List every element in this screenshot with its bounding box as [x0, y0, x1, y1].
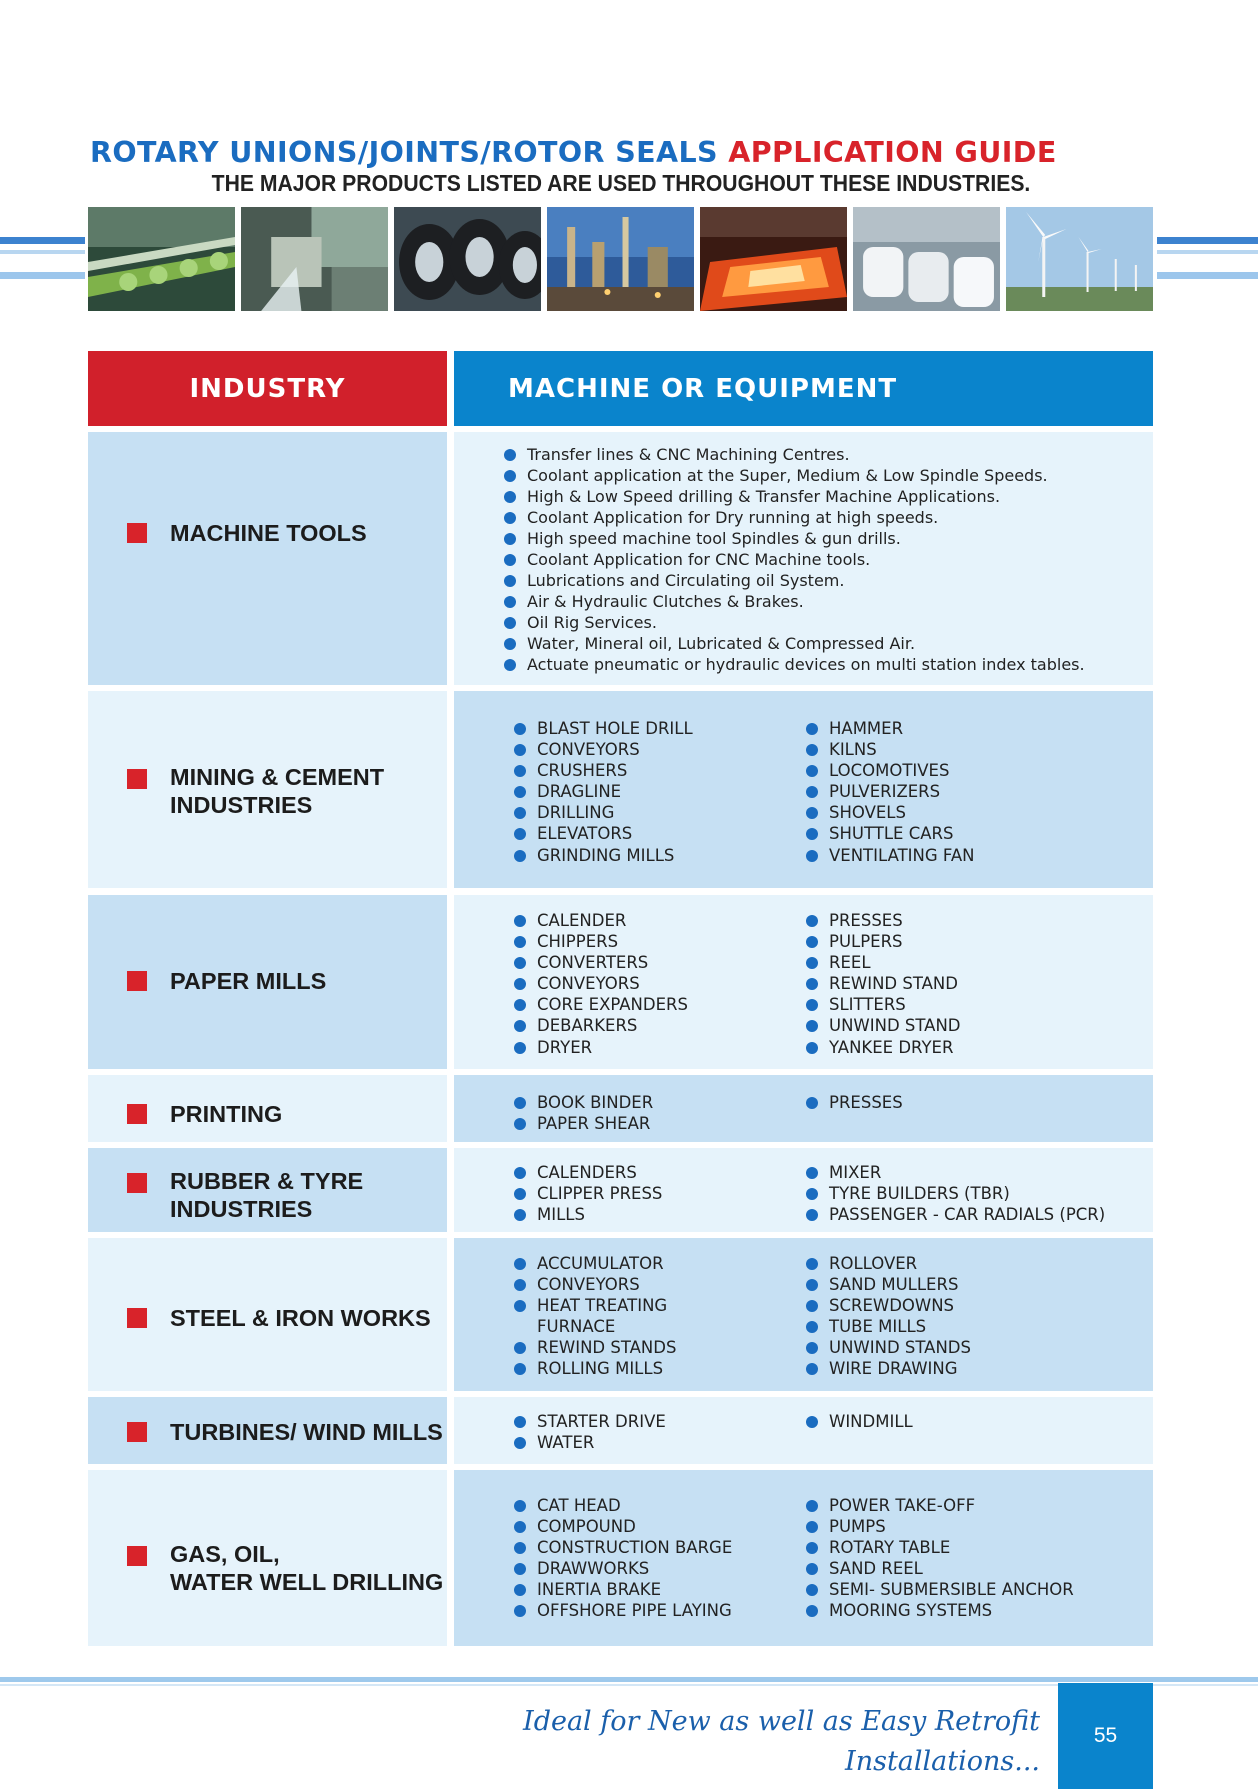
list-item: Coolant application at the Super, Medium & Low Spindle Speeds. — [504, 465, 1085, 486]
list-item: SCREWDOWNS — [806, 1295, 971, 1316]
equipment-list-right — [806, 1411, 913, 1432]
page-title — [90, 136, 1152, 170]
hot-steel-furnace-photo — [700, 207, 847, 311]
list-item: TUBE MILLS — [806, 1316, 971, 1337]
equipment-header-label: MACHINE OR EQUIPMENT — [508, 373, 898, 404]
list-item: Lubrications and Circulating oil System. — [504, 570, 1085, 591]
page-number: 55 — [1093, 1724, 1118, 1747]
row-marker — [127, 1173, 147, 1193]
list-item: STARTER DRIVE — [514, 1411, 666, 1432]
row-marker — [127, 769, 147, 789]
list-item: YANKEE DRYER — [806, 1037, 961, 1058]
list-item: BOOK BINDER — [514, 1092, 653, 1113]
list-item: PULVERIZERS — [806, 781, 975, 802]
list-item: VENTILATING FAN — [806, 845, 975, 866]
row-marker — [127, 1546, 147, 1566]
list-item: High speed machine tool Spindles & gun drills. — [504, 528, 1085, 549]
industry-cell — [88, 1238, 447, 1391]
list-item: SHUTTLE CARS — [806, 823, 975, 844]
equipment-list-right — [806, 718, 975, 866]
footer-rule — [0, 1677, 1258, 1682]
list-item: CORE EXPANDERS — [514, 994, 688, 1015]
list-item: PRESSES — [806, 1092, 903, 1113]
industry-name: RUBBER & TYRE INDUSTRIES — [170, 1168, 364, 1222]
list-item: KILNS — [806, 739, 975, 760]
equipment-list-left — [514, 718, 693, 866]
list-item: CRUSHERS — [514, 760, 693, 781]
list-item: Coolant Application for CNC Machine tools. — [504, 549, 1085, 570]
list-item: REEL — [806, 952, 961, 973]
list-item: Transfer lines & CNC Machining Centres. — [504, 444, 1085, 465]
machining-coolant-spray-photo — [241, 207, 388, 311]
list-item: CONVEYORS — [514, 739, 693, 760]
row-marker — [127, 523, 147, 543]
industry-name: PAPER MILLS — [170, 968, 327, 994]
list-item: DRAWWORKS — [514, 1558, 732, 1579]
list-item: WATER — [514, 1432, 666, 1453]
equipment-list-right — [806, 1092, 903, 1113]
list-item: BLAST HOLE DRILL — [514, 718, 693, 739]
title-blue: ROTARY UNIONS/JOINTS/ROTOR SEALS — [90, 136, 718, 169]
list-item: CLIPPER PRESS — [514, 1183, 662, 1204]
list-item: ROLLING MILLS — [514, 1358, 676, 1379]
list-item: ELEVATORS — [514, 823, 693, 844]
table-row — [88, 691, 1153, 888]
list-item: TYRE BUILDERS (TBR) — [806, 1183, 1105, 1204]
list-item: REWIND STANDS — [514, 1337, 676, 1358]
list-item: HEAT TREATING — [514, 1295, 676, 1316]
equipment-cell — [454, 895, 1153, 1069]
table-row — [88, 1075, 1153, 1142]
list-item: CONVEYORS — [514, 973, 688, 994]
list-item: High & Low Speed drilling & Transfer Machine Applications. — [504, 486, 1085, 507]
table-row — [88, 895, 1153, 1069]
list-item: Water, Mineral oil, Lubricated & Compressed Air. — [504, 633, 1085, 654]
industry-name: MACHINE TOOLS — [170, 520, 367, 546]
equipment-list-right — [806, 1495, 1074, 1622]
tyre-stack-photo — [394, 207, 541, 311]
wind-turbines-photo — [1006, 207, 1153, 311]
list-item: PASSENGER - CAR RADIALS (PCR) — [806, 1204, 1105, 1225]
list-item: MILLS — [514, 1204, 662, 1225]
equipment-list — [504, 444, 1085, 675]
equipment-list-right — [806, 1253, 971, 1380]
list-item: DRILLING — [514, 802, 693, 823]
list-item: SHOVELS — [806, 802, 975, 823]
list-item: WIRE DRAWING — [806, 1358, 971, 1379]
page-number-box — [1058, 1683, 1153, 1789]
equipment-list-right — [806, 910, 961, 1058]
equipment-cell — [454, 1238, 1153, 1391]
page-subtitle: THE MAJOR PRODUCTS LISTED ARE USED THROUGHOUT THESE INDUSTRIES. — [211, 170, 1031, 196]
list-item: DRAGLINE — [514, 781, 693, 802]
industry-name: TURBINES/ WIND MILLS — [170, 1419, 443, 1445]
list-item: CHIPPERS — [514, 931, 688, 952]
list-item: Actuate pneumatic or hydraulic devices on multi station index tables. — [504, 654, 1085, 675]
list-item: PUMPS — [806, 1516, 1074, 1537]
list-item: Coolant Application for Dry running at high speeds. — [504, 507, 1085, 528]
industry-cell — [88, 1397, 447, 1464]
list-item: OFFSHORE PIPE LAYING — [514, 1600, 732, 1621]
list-item: SLITTERS — [806, 994, 961, 1015]
list-item: Oil Rig Services. — [504, 612, 1085, 633]
list-item: CONSTRUCTION BARGE — [514, 1537, 732, 1558]
list-item: SEMI- SUBMERSIBLE ANCHOR — [806, 1579, 1074, 1600]
list-item: COMPOUND — [514, 1516, 732, 1537]
list-item: REWIND STAND — [806, 973, 961, 994]
equipment-cell — [454, 1075, 1153, 1142]
list-item: LOCOMOTIVES — [806, 760, 975, 781]
list-item: ACCUMULATOR — [514, 1253, 676, 1274]
industry-cell — [88, 895, 447, 1069]
table-row — [88, 432, 1153, 685]
equipment-list-left — [514, 1092, 653, 1134]
industry-name: STEEL & IRON WORKS — [170, 1305, 431, 1331]
equipment-list-left — [514, 1495, 732, 1622]
list-item: UNWIND STAND — [806, 1015, 961, 1036]
footer-tagline: Ideal for New as well as Easy Retrofit Installations... — [523, 1706, 1040, 1777]
industry-name: PRINTING — [170, 1101, 283, 1127]
industry-header-label: INDUSTRY — [189, 373, 346, 404]
list-item: CONVEYORS — [514, 1274, 676, 1295]
table-row — [88, 1470, 1153, 1646]
list-item: DRYER — [514, 1037, 688, 1058]
table-row — [88, 1238, 1153, 1391]
list-item: CAT HEAD — [514, 1495, 732, 1516]
list-item: PRESSES — [806, 910, 961, 931]
equipment-list-left — [514, 910, 688, 1058]
list-item: SAND MULLERS — [806, 1274, 971, 1295]
list-item: MOORING SYSTEMS — [806, 1600, 1074, 1621]
list-item: HAMMER — [806, 718, 975, 739]
equipment-cell — [454, 1397, 1153, 1464]
industry-cell — [88, 432, 447, 685]
list-item: GRINDING MILLS — [514, 845, 693, 866]
industry-cell — [88, 1075, 447, 1142]
list-item-continuation: FURNACE — [537, 1317, 616, 1337]
industrial-bottling-line-photo — [88, 207, 235, 311]
row-marker — [127, 971, 147, 991]
industry-cell — [88, 691, 447, 888]
list-item: PULPERS — [806, 931, 961, 952]
list-item: CALENDER — [514, 910, 688, 931]
equipment-cell — [454, 1148, 1153, 1232]
list-item: UNWIND STANDS — [806, 1337, 971, 1358]
industry-name: GAS, OIL, WATER WELL DRILLING — [170, 1541, 444, 1595]
equipment-list-left — [514, 1253, 676, 1380]
industry-cell — [88, 1470, 447, 1646]
equipment-cell — [454, 691, 1153, 888]
list-item: Air & Hydraulic Clutches & Brakes. — [504, 591, 1085, 612]
equipment-cell — [454, 1470, 1153, 1646]
equipment-column-header — [454, 351, 1153, 426]
industry-name: MINING & CEMENT INDUSTRIES — [170, 764, 385, 818]
photo-strip — [88, 207, 1153, 311]
row-marker — [127, 1104, 147, 1124]
industry-column-header — [88, 351, 447, 426]
equipment-list-right — [806, 1162, 1105, 1225]
industry-cell — [88, 1148, 447, 1232]
list-item: WINDMILL — [806, 1411, 913, 1432]
list-item: CALENDERS — [514, 1162, 662, 1183]
list-item: SAND REEL — [806, 1558, 1074, 1579]
refinery-night-photo — [547, 207, 694, 311]
table-row — [88, 1148, 1153, 1232]
row-marker — [127, 1422, 147, 1442]
paper-rolls-photo — [853, 207, 1000, 311]
list-item: MIXER — [806, 1162, 1105, 1183]
list-item: DEBARKERS — [514, 1015, 688, 1036]
list-item: CONVERTERS — [514, 952, 688, 973]
list-item: ROTARY TABLE — [806, 1537, 1074, 1558]
title-red: APPLICATION GUIDE — [728, 136, 1057, 169]
list-item: PAPER SHEAR — [514, 1113, 653, 1134]
equipment-list-left — [514, 1162, 662, 1225]
row-marker — [127, 1308, 147, 1328]
table-row — [88, 1397, 1153, 1464]
list-item: POWER TAKE-OFF — [806, 1495, 1074, 1516]
equipment-cell — [454, 432, 1153, 685]
list-item: ROLLOVER — [806, 1253, 971, 1274]
list-item: INERTIA BRAKE — [514, 1579, 732, 1600]
equipment-list-left — [514, 1411, 666, 1453]
